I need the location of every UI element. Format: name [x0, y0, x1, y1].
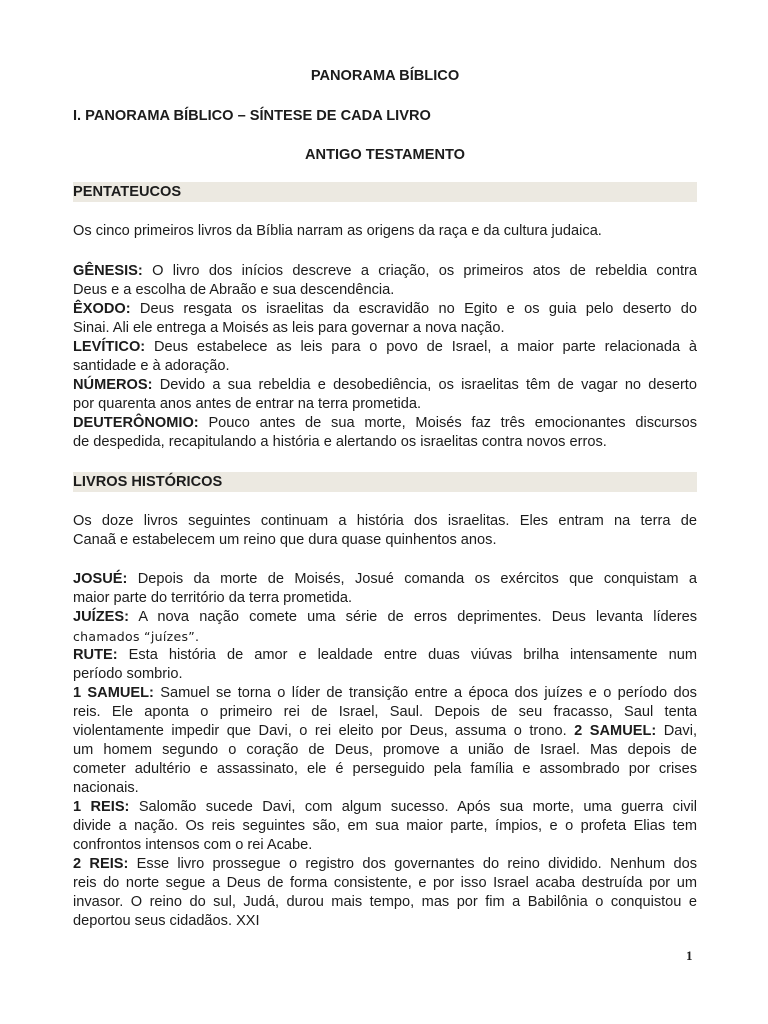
book-genesis-line1: GÊNESIS: O livro dos inícios descreve a criação, os primeiros atos de rebeldia contra — [73, 263, 697, 279]
book-juizes-line2: chamados “juízes”. — [73, 629, 200, 644]
book-name: 2 REIS: — [73, 856, 129, 872]
pentateucos-intro-text: Os cinco primeiros livros da Bíblia narram as origens da raça e da cultura judaica. — [73, 223, 602, 239]
book-exodo-line2: Sinai. Ali ele entrega a Moisés as leis para governar a nova nação. — [73, 320, 505, 336]
book-2reis-line3: invasor. O reino do sul, Judá, durou mais tempo, mas por fim a Babilônia o conquistou e — [73, 894, 697, 910]
book-2samuel-line3: cometer adultério e assassinato, ele é perseguido pela família e assombrado por crises — [73, 761, 697, 777]
book-josue-line2: maior parte do território da terra prometida. — [73, 590, 353, 606]
book-numeros-line1: NÚMEROS: Devido a sua rebeldia e desobediência, os israelitas têm de vagar no deserto — [73, 377, 697, 393]
book-deuteronomio-line1: DEUTERÔNOMIO: Pouco antes de sua morte, Moisés faz três emocionantes discursos — [73, 415, 697, 431]
book-name: RUTE: — [73, 647, 118, 663]
book-2reis-line4: deportou seus cidadãos. XXI — [73, 913, 260, 929]
book-2samuel-line4: nacionais. — [73, 780, 139, 796]
historicos-books — [73, 570, 697, 931]
book-name: LEVÍTICO: — [73, 339, 146, 355]
book-name: 2 SAMUEL: — [574, 723, 657, 739]
pentateucos-heading: PENTATEUCOS — [73, 182, 697, 202]
book-rute-line1: RUTE: Esta história de amor e lealdade entre duas viúvas brilha intensamente num — [73, 647, 698, 663]
book-1reis-line1: 1 REIS: Salomão sucede Davi, com algum sucesso. Após sua morte, uma guerra civil — [73, 799, 697, 815]
book-name: DEUTERÔNOMIO: — [73, 415, 199, 431]
book-juizes-line1: JUÍZES: A nova nação comete uma série de erros deprimentes. Deus levanta líderes — [73, 609, 698, 625]
book-name: ÊXODO: — [73, 301, 131, 317]
pentateucos-books — [73, 262, 697, 452]
book-levitico-line1: LEVÍTICO: Deus estabelece as leis para o povo de Israel, a maior parte relacionada à — [73, 339, 697, 355]
pentateucos-intro — [73, 222, 697, 241]
book-2reis-line2: reis do norte segue a Deus de forma consistente, e por isso Israel acaba destruída por um — [73, 875, 697, 891]
document-title: PANORAMA BÍBLICO — [310, 68, 460, 84]
section-heading: I. PANORAMA BÍBLICO – SÍNTESE DE CADA LIVRO — [73, 108, 431, 124]
book-1samuel-line2: reis. Ele aponta o primeiro rei de Israel, Saul. Depois de seu fracasso, Saul tenta — [73, 704, 697, 720]
page-number: 1 — [686, 948, 693, 963]
book-levitico-line2: santidade e à adoração. — [73, 358, 230, 374]
book-josue-line1: JOSUÉ: Depois da morte de Moisés, Josué comanda os exércitos que conquistam a — [73, 571, 697, 587]
book-2reis-line1: 2 REIS: Esse livro prossegue o registro dos governantes do reino dividido. Nenhum dos — [73, 856, 697, 872]
book-1samuel-line3: violentamente impedir que Davi, o rei eleito por Deus, assuma o trono. 2 SAMUEL: Davi, — [73, 723, 698, 739]
historicos-intro-line1: Os doze livros seguintes continuam a história dos israelitas. Eles entram na terra de — [73, 513, 697, 529]
book-name: 1 REIS: — [73, 799, 130, 815]
book-1samuel-line1: 1 SAMUEL: Samuel se torna o líder de transição entre a época dos juízes e o período dos — [73, 685, 697, 701]
book-rute-line2: período sombrio. — [73, 666, 183, 682]
book-name: 1 SAMUEL: — [73, 685, 154, 701]
book-name: JOSUÉ: — [73, 571, 128, 587]
book-2samuel-line2: um homem segundo o coração de Deus, promove a união de Israel. Mas depois de — [73, 742, 697, 758]
book-1reis-line2: divide a nação. Os reis seguintes são, em sua maior parte, ímpios, e o profeta Elias tem — [73, 818, 697, 834]
book-name: JUÍZES: — [73, 609, 129, 625]
historicos-intro-line2: Canaã e estabelecem um reino que dura quase quinhentos anos. — [73, 532, 497, 548]
testament-heading: ANTIGO TESTAMENTO — [305, 147, 465, 163]
historicos-intro — [73, 512, 697, 550]
book-genesis-line2: Deus e a escolha de Abraão e sua descendência. — [73, 282, 395, 298]
book-exodo-line1: ÊXODO: Deus resgata os israelitas da escravidão no Egito e os guia pelo deserto do — [73, 301, 697, 317]
book-name: GÊNESIS: — [73, 263, 143, 279]
book-name: NÚMEROS: — [73, 377, 153, 393]
book-1reis-line3: confrontos intensos com o rei Acabe. — [73, 837, 313, 853]
historicos-heading: LIVROS HISTÓRICOS — [73, 472, 697, 492]
book-deuteronomio-line2: de despedida, recapitulando a história e alertando os israelitas contra novos erros. — [73, 434, 607, 450]
book-numeros-line2: por quarenta anos antes de entrar na terra prometida. — [73, 396, 422, 412]
